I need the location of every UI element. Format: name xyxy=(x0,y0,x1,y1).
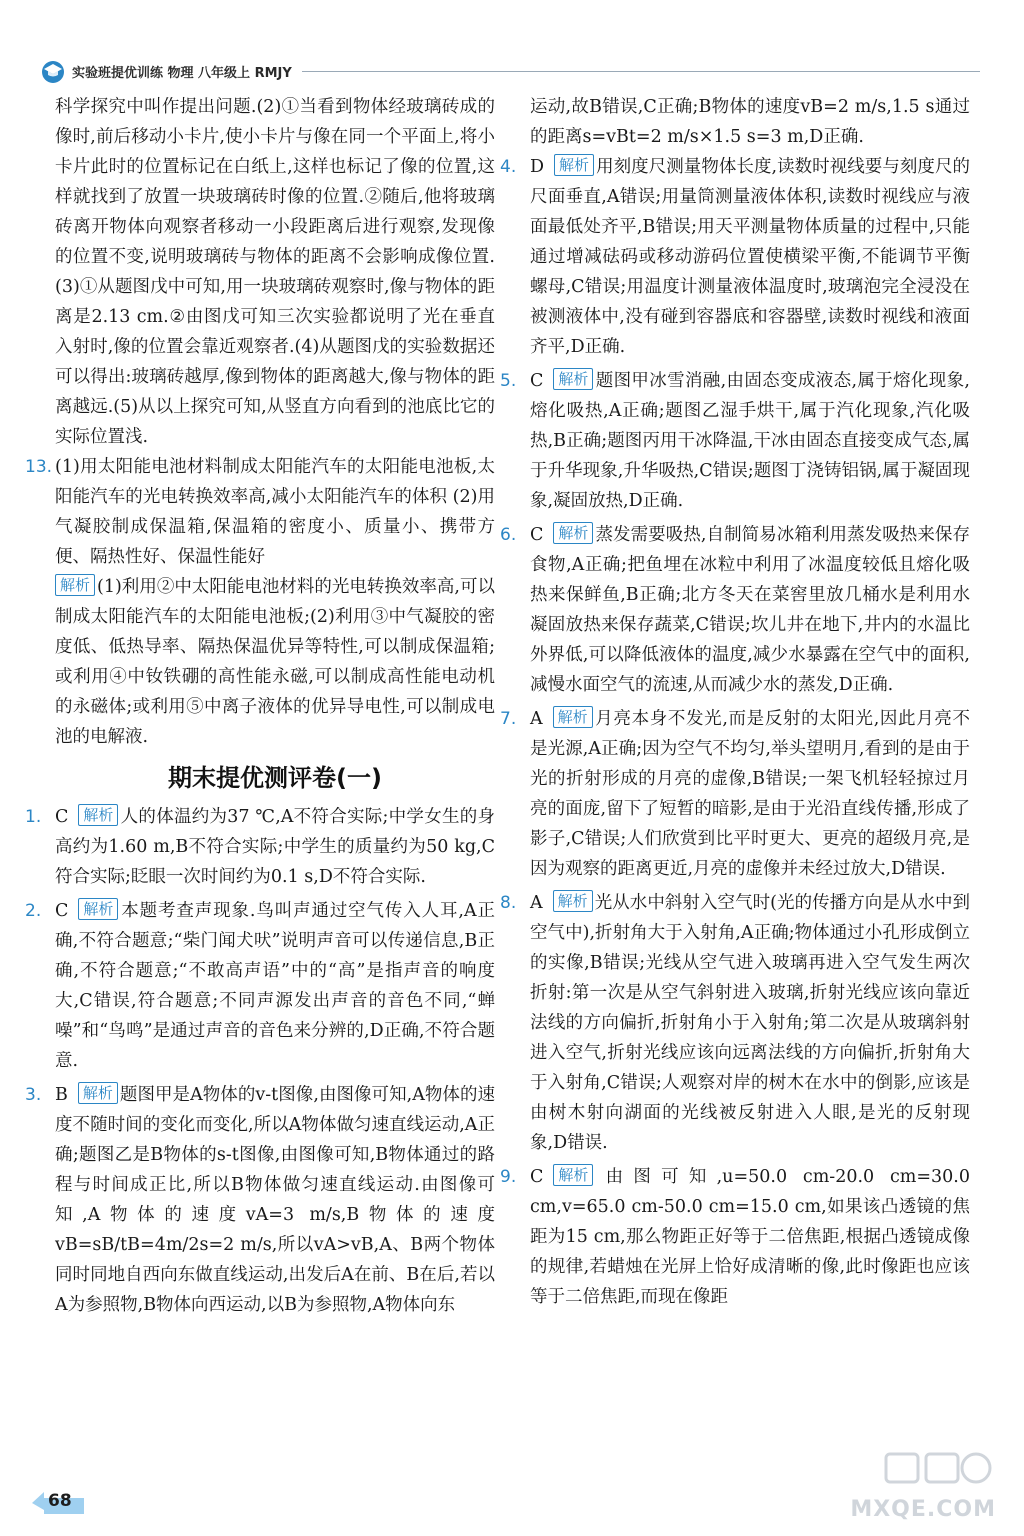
answer-choice: C xyxy=(55,807,69,827)
analysis-text: 由图可知,u=50.0 cm-20.0 cm=30.0 cm,v=65.0 cm-50.0 cm=15.0 cm,如果该凸透镜的焦距为15 cm,那么物距正好等于二倍焦距,根据凸透镜成像的规律,若蜡烛在光屏上恰好成清晰的像,此时像距也应该等于二倍焦距,而现在像距 xyxy=(530,1167,970,1307)
item-number: 2. xyxy=(25,901,42,921)
answer-item-7 xyxy=(500,704,970,884)
analysis-tag: 解析 xyxy=(78,898,118,920)
right-column xyxy=(500,92,970,1316)
continued-answer-12: 科学探究中叫作提出问题.(2)①当看到物体经玻璃砖成的像时,前后移动小卡片,使小卡片与像在同一个平面上,将小卡片此时的位置标记在白纸上,这样也标记了像的位置,这样就找到了放置一块玻璃砖时像的位置.②随后,他将玻璃砖离开物体向观察者移动一小段距离后进行观察,发现像的位置不变,说明玻璃砖与物体的距离不会影响成像位置.(3)①从题图戊中可知,用一块玻璃砖观察时,像与物体的距离是2.13 cm.②由图戊可知三次实验都说明了光在垂直入射时,像的位置会靠近观察者.(4)从题图戊的实验数据还可以得出:玻璃砖越厚,像到物体的距离越大,像与物体的距离越远.(5)从以上探究可知,从竖直方向看到的池底比它的实际位置浅. xyxy=(55,97,495,447)
page-header xyxy=(40,56,980,86)
analysis-tag: 解析 xyxy=(553,890,593,912)
item-number: 3. xyxy=(25,1085,42,1105)
answer-choice: D xyxy=(530,157,545,177)
analysis-text: 题图甲是A物体的v-t图像,由图像可知,A物体的速度不随时间的变化而变化,所以A物体做匀速直线运动,A正确;题图乙是B物体的s-t图像,由图像可知,B物体通过的路程与时间成正比,所以B物体做匀速直线运动.由图像可知,A物体的速度vA=3 m/s,B物体的速度vB=sB/tB=4m/2s=2 m/s,所以vA>vB,A、B两个物体同时同地自西向东做直线运动,出发后A在前、B在后,若以A为参照物,B物体向西运动,以B为参照物,A物体向东 xyxy=(55,1085,495,1315)
left-column xyxy=(25,92,495,1324)
item-number: 5. xyxy=(500,371,517,391)
item-number: 7. xyxy=(500,709,517,729)
analysis-tag: 解析 xyxy=(78,1082,118,1104)
item-number: 4. xyxy=(500,157,517,177)
analysis-text: 蒸发需要吸热,自制简易冰箱利用蒸发吸热来保存食物,A正确;把鱼埋在冰粒中利用了冰温度较低且熔化吸热来保鲜鱼,B正确;北方冬天在菜窖里放几桶水是利用水凝固放热来保存蔬菜,C错误;坎儿井在地下,井内的水温比外界低,可以降低液体的温度,减少水暴露在空气中的面积,减慢水面空气的流速,从而减少水的蒸发,D正确. xyxy=(530,525,970,695)
answer-choice: C xyxy=(55,901,69,921)
answer-item-2 xyxy=(25,896,495,1076)
analysis-text: 题图甲冰雪消融,由固态变成液态,属于熔化现象,熔化吸热,A正确;题图乙湿手烘干,属于汽化现象,汽化吸热,B正确;题图丙用干冰降温,干冰由固态直接变成气态,属于升华现象,升华吸热,C错误;题图丁浇铸铝锅,属于凝固现象,凝固放热,D正确. xyxy=(530,371,970,511)
answer-item-3 xyxy=(25,1080,495,1320)
answer-item-9 xyxy=(500,1162,970,1312)
answer-item-5 xyxy=(500,366,970,516)
item-number: 9. xyxy=(500,1167,517,1187)
answer-choice: A xyxy=(530,893,543,913)
item-number: 1. xyxy=(25,807,42,827)
analysis-text: 用刻度尺测量物体长度,读数时视线要与刻度尺的尺面垂直,A错误;用量筒测量液体体积,读数时视线应与液面最低处齐平,B错误;用天平测量物体质量的过程中,只能通过增减砝码或移动游码位置使横梁平衡,不能调节平衡螺母,C错误;用温度计测量液体温度时,玻璃泡完全浸没在被测液体中,没有碰到容器底和容器壁,读数时视线和液面齐平,D正确. xyxy=(530,157,970,357)
item-number: 13. xyxy=(25,457,53,477)
answer-choice: C xyxy=(530,1167,544,1187)
answer-item-4 xyxy=(500,152,970,362)
analysis-tag: 解析 xyxy=(554,154,594,176)
analysis-tag: 解析 xyxy=(553,1164,593,1186)
watermark-logo xyxy=(846,1448,996,1528)
analysis-text: 人的体温约为37 ℃,A不符合实际;中学女生的身高约为1.60 m,B不符合实际;中学生的质量约为50 kg,C符合实际;眨眼一次时间约为0.1 s,D不符合实际. xyxy=(55,807,495,887)
answer-text: (1)用太阳能电池材料制成太阳能汽车的太阳能电池板,太阳能汽车的光电转换效率高,减小太阳能汽车的体积 (2)用气凝胶制成保温箱,保温箱的密度小、质量小、携带方便、隔热性好、保温性能好 xyxy=(55,457,495,567)
answer-choice: B xyxy=(55,1085,68,1105)
analysis-tag: 解析 xyxy=(553,368,593,390)
item-number: 6. xyxy=(500,525,517,545)
header-title: 实验班提优训练 物理 八年级上 RMJY xyxy=(72,65,292,81)
analysis-tag: 解析 xyxy=(55,574,95,596)
continued-answer-3: 运动,故B错误,C正确;B物体的速度vB=2 m/s,1.5 s通过的距离s=vBt=2 m/s×1.5 s=3 m,D正确. xyxy=(530,97,970,147)
section-title: 期末提优测评卷(一) xyxy=(168,764,382,792)
answer-choice: A xyxy=(530,709,543,729)
answer-choice: C xyxy=(530,371,544,391)
analysis-text: 本题考查声现象.鸟叫声通过空气传入人耳,A正确,不符合题意;“柴门闻犬吠”说明声音可以传递信息,B正确,不符合题意;“不敢高声语”中的“高”是指声音的响度大,C错误,符合题意;不同声源发出声音的音色不同,“蝉噪”和“鸟鸣”是通过声音的音色来分辨的,D正确,不符合题意. xyxy=(55,901,495,1071)
analysis-text: 光从水中斜射入空气时(光的传播方向是从水中到空气中),折射角大于入射角,A正确;物体通过小孔形成倒立的实像,B错误;光线从空气进入玻璃再进入空气发生两次折射:第一次是从空气斜射进入玻璃,折射光线应该向靠近法线的方向偏折,折射角小于入射角;第二次是从玻璃斜射进入空气,折射光线应该向远离法线的方向偏折,折射角大于入射角,C错误;人观察对岸的树木在水中的倒影,应该是由树木射向湖面的光线被反射进入人眼,是光的反射现象,D错误. xyxy=(530,893,970,1153)
answer-item-13 xyxy=(25,452,495,752)
analysis-tag: 解析 xyxy=(553,522,593,544)
graduation-cap-icon xyxy=(40,58,66,84)
analysis-tag: 解析 xyxy=(78,804,118,826)
item-number: 8. xyxy=(500,893,517,913)
answer-choice: C xyxy=(530,525,544,545)
page-number-badge xyxy=(30,1488,86,1518)
header-rule xyxy=(302,71,980,72)
answer-item-8 xyxy=(500,888,970,1158)
analysis-text: (1)利用②中太阳能电池材料的光电转换效率高,可以制成太阳能汽车的太阳能电池板;(2)利用③中气凝胶的密度低、低热导率、隔热保温优异等特性,可以制成保温箱;或利用④中钕铁硼的高性能永磁,可以制成高性能电动机的永磁体;或利用⑤中离子液体的优异导电性,可以制成电池的电解液. xyxy=(55,577,495,747)
watermark-text: MXQE.COM xyxy=(850,1497,996,1522)
answer-item-6 xyxy=(500,520,970,700)
analysis-tag: 解析 xyxy=(553,706,593,728)
analysis-text: 月亮本身不发光,而是反射的太阳光,因此月亮不是光源,A正确;因为空气不均匀,举头望明月,看到的是由于光的折射形成的月亮的虚像,B错误;一架飞机轻轻掠过月亮的面庞,留下了短暂的暗影,是由于光沿直线传播,形成了影子,C错误;人们欣赏到比平时更大、更亮的超级月亮,是因为观察的距离更近,月亮的虚像并未经过放大,D错误. xyxy=(530,709,970,879)
answer-item-1 xyxy=(25,802,495,892)
page-number: 68 xyxy=(48,1491,72,1511)
